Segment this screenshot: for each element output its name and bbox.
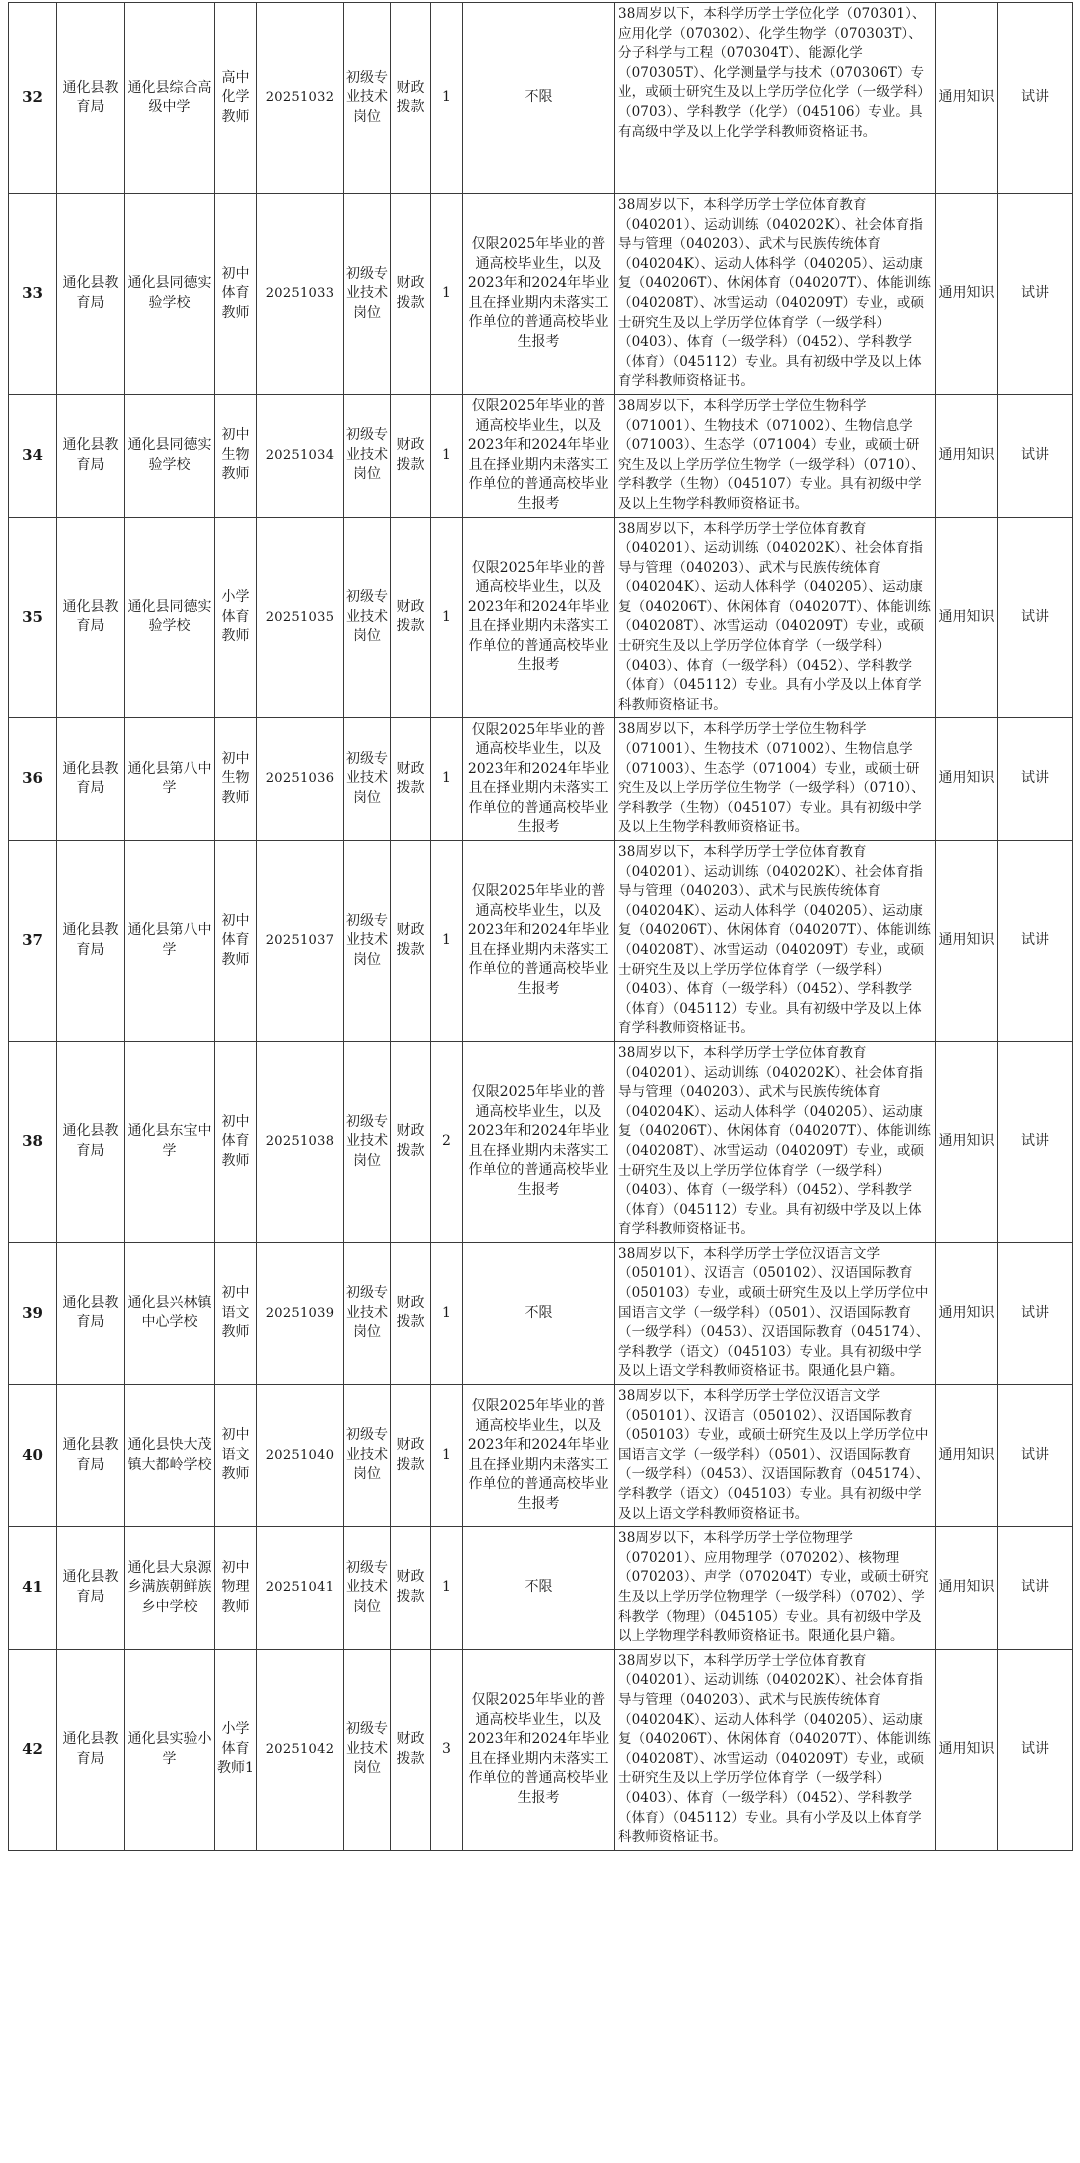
job-number-cell: 41 (9, 1527, 57, 1650)
position-cell: 初中体育教师 (215, 194, 257, 395)
funding-cell: 财政拨款 (391, 194, 431, 395)
position-code-cell: 20251040 (257, 1385, 344, 1527)
interview-cell: 试讲 (998, 1527, 1073, 1650)
written-exam-cell: 通用知识 (936, 394, 998, 517)
post-level-cell: 初级专业技术岗位 (344, 1385, 391, 1527)
department-cell: 通化县教育局 (57, 394, 125, 517)
requirements-cell: 38周岁以下，本科学历学士学位体育教育（040201）、运动训练（040202K）、社会体育指导与管理（040203）、武术与民族传统体育（040204K）、运动人体科学（040205）、运动康复（040206T）、休闲体育（040207T）、体能训练（040208T）、冰雪运动（040209T）专业，或硕士研究生及以上学历学位体育学（一级学科）（0403）、体育（一级学科）（0452）、学科教学（体育）（045112）专业。具有初级中学及以上体育学科教师资格证书。 (615, 841, 936, 1042)
position-code-cell: 20251032 (257, 3, 344, 194)
written-exam-cell: 通用知识 (936, 1385, 998, 1527)
headcount-cell: 3 (431, 1649, 463, 1850)
department-cell: 通化县教育局 (57, 517, 125, 718)
post-level-cell: 初级专业技术岗位 (344, 1242, 391, 1384)
department-cell: 通化县教育局 (57, 1527, 125, 1650)
funding-cell: 财政拨款 (391, 1242, 431, 1384)
table-row (9, 517, 1073, 718)
interview-cell: 试讲 (998, 1041, 1073, 1242)
unit-cell: 通化县同德实验学校 (125, 517, 215, 718)
position-cell: 初中生物教师 (215, 394, 257, 517)
post-level-cell: 初级专业技术岗位 (344, 841, 391, 1042)
funding-cell: 财政拨款 (391, 718, 431, 841)
position-cell: 初中物理教师 (215, 1527, 257, 1650)
interview-cell: 试讲 (998, 394, 1073, 517)
written-exam-cell: 通用知识 (936, 718, 998, 841)
headcount-cell: 1 (431, 841, 463, 1042)
post-level-cell: 初级专业技术岗位 (344, 718, 391, 841)
job-number-cell: 39 (9, 1242, 57, 1384)
headcount-cell: 1 (431, 517, 463, 718)
position-code-cell: 20251042 (257, 1649, 344, 1850)
post-level-cell: 初级专业技术岗位 (344, 394, 391, 517)
position-cell: 小学体育教师 (215, 517, 257, 718)
job-number-cell: 35 (9, 517, 57, 718)
applicant-scope-cell: 仅限2025年毕业的普通高校毕业生，以及2023年和2024年毕业且在择业期内未落实工作单位的普通高校毕业生报考 (463, 1649, 615, 1850)
job-number-cell: 32 (9, 3, 57, 194)
department-cell: 通化县教育局 (57, 841, 125, 1042)
unit-cell: 通化县快大茂镇大都岭学校 (125, 1385, 215, 1527)
requirements-cell: 38周岁以下，本科学历学士学位物理学（070201）、应用物理学（070202）、核物理（070203）、声学（070204T）专业，或硕士研究生及以上学历学位物理学（一级学科）（0702）、学科教学（物理）（045105）专业。具有初级中学及以上学物理学科教师资格证书。限通化县户籍。 (615, 1527, 936, 1650)
position-cell: 初中体育教师 (215, 1041, 257, 1242)
unit-cell: 通化县第八中学 (125, 841, 215, 1042)
applicant-scope-cell: 仅限2025年毕业的普通高校毕业生，以及2023年和2024年毕业且在择业期内未落实工作单位的普通高校毕业生报考 (463, 1385, 615, 1527)
funding-cell: 财政拨款 (391, 517, 431, 718)
written-exam-cell: 通用知识 (936, 1041, 998, 1242)
written-exam-cell: 通用知识 (936, 3, 998, 194)
applicant-scope-cell: 不限 (463, 1527, 615, 1650)
job-number-cell: 38 (9, 1041, 57, 1242)
table-row (9, 841, 1073, 1042)
interview-cell: 试讲 (998, 1242, 1073, 1384)
unit-cell: 通化县第八中学 (125, 718, 215, 841)
post-level-cell: 初级专业技术岗位 (344, 1527, 391, 1650)
position-code-cell: 20251037 (257, 841, 344, 1042)
funding-cell: 财政拨款 (391, 1041, 431, 1242)
written-exam-cell: 通用知识 (936, 841, 998, 1042)
written-exam-cell: 通用知识 (936, 1527, 998, 1650)
position-code-cell: 20251038 (257, 1041, 344, 1242)
applicant-scope-cell: 仅限2025年毕业的普通高校毕业生，以及2023年和2024年毕业且在择业期内未落实工作单位的普通高校毕业生报考 (463, 718, 615, 841)
table-row (9, 1385, 1073, 1527)
department-cell: 通化县教育局 (57, 3, 125, 194)
position-code-cell: 20251041 (257, 1527, 344, 1650)
department-cell: 通化县教育局 (57, 1385, 125, 1527)
department-cell: 通化县教育局 (57, 1041, 125, 1242)
applicant-scope-cell: 仅限2025年毕业的普通高校毕业生，以及2023年和2024年毕业且在择业期内未落实工作单位的普通高校毕业生报考 (463, 394, 615, 517)
headcount-cell: 2 (431, 1041, 463, 1242)
table-row (9, 194, 1073, 395)
unit-cell: 通化县兴林镇中心学校 (125, 1242, 215, 1384)
unit-cell: 通化县同德实验学校 (125, 394, 215, 517)
headcount-cell: 1 (431, 1242, 463, 1384)
interview-cell: 试讲 (998, 194, 1073, 395)
table-row (9, 1527, 1073, 1650)
table-row (9, 718, 1073, 841)
position-code-cell: 20251033 (257, 194, 344, 395)
interview-cell: 试讲 (998, 3, 1073, 194)
post-level-cell: 初级专业技术岗位 (344, 1649, 391, 1850)
interview-cell: 试讲 (998, 718, 1073, 841)
requirements-cell: 38周岁以下，本科学历学士学位生物科学（071001）、生物技术（071002）、生物信息学（071003）、生态学（071004）专业，或硕士研究生及以上学历学位生物学（一级学科）（0710）、学科教学（生物）（045107）专业。具有初级中学及以上生物学科教师资格证书。 (615, 394, 936, 517)
post-level-cell: 初级专业技术岗位 (344, 1041, 391, 1242)
applicant-scope-cell: 不限 (463, 3, 615, 194)
funding-cell: 财政拨款 (391, 394, 431, 517)
written-exam-cell: 通用知识 (936, 1649, 998, 1850)
department-cell: 通化县教育局 (57, 718, 125, 841)
job-number-cell: 34 (9, 394, 57, 517)
job-number-cell: 36 (9, 718, 57, 841)
applicant-scope-cell: 仅限2025年毕业的普通高校毕业生，以及2023年和2024年毕业且在择业期内未落实工作单位的普通高校毕业生报考 (463, 841, 615, 1042)
position-cell: 初中体育教师 (215, 841, 257, 1042)
table-row (9, 1242, 1073, 1384)
post-level-cell: 初级专业技术岗位 (344, 517, 391, 718)
funding-cell: 财政拨款 (391, 841, 431, 1042)
unit-cell: 通化县同德实验学校 (125, 194, 215, 395)
interview-cell: 试讲 (998, 517, 1073, 718)
post-level-cell: 初级专业技术岗位 (344, 194, 391, 395)
interview-cell: 试讲 (998, 1649, 1073, 1850)
position-cell: 小学体育教师1 (215, 1649, 257, 1850)
funding-cell: 财政拨款 (391, 1649, 431, 1850)
unit-cell: 通化县东宝中学 (125, 1041, 215, 1242)
headcount-cell: 1 (431, 3, 463, 194)
requirements-cell: 38周岁以下，本科学历学士学位生物科学（071001）、生物技术（071002）、生物信息学（071003）、生态学（071004）专业，或硕士研究生及以上学历学位生物学（一级学科）（0710）、学科教学（生物）（045107）专业。具有初级中学及以上生物学科教师资格证书。 (615, 718, 936, 841)
interview-cell: 试讲 (998, 1385, 1073, 1527)
applicant-scope-cell: 仅限2025年毕业的普通高校毕业生，以及2023年和2024年毕业且在择业期内未落实工作单位的普通高校毕业生报考 (463, 1041, 615, 1242)
headcount-cell: 1 (431, 1385, 463, 1527)
headcount-cell: 1 (431, 394, 463, 517)
unit-cell: 通化县综合高级中学 (125, 3, 215, 194)
position-cell: 初中生物教师 (215, 718, 257, 841)
headcount-cell: 1 (431, 194, 463, 395)
requirements-cell: 38周岁以下，本科学历学士学位汉语言文学（050101）、汉语言（050102）、汉语国际教育（050103）专业，或硕士研究生及以上学历学位中国语言文学（一级学科）（0501）、汉语国际教育（一级学科）（0453）、汉语国际教育（045174）、学科教学（语文）（045103）专业。具有初级中学及以上语文学科教师资格证书。限通化县户籍。 (615, 1242, 936, 1384)
funding-cell: 财政拨款 (391, 1527, 431, 1650)
requirements-cell: 38周岁以下，本科学历学士学位体育教育（040201）、运动训练（040202K）、社会体育指导与管理（040203）、武术与民族传统体育（040204K）、运动人体科学（040205）、运动康复（040206T）、休闲体育（040207T）、体能训练（040208T）、冰雪运动（040209T）专业，或硕士研究生及以上学历学位体育学（一级学科）（0403）、体育（一级学科）（0452）、学科教学（体育）（045112）专业。具有小学及以上体育学科教师资格证书。 (615, 517, 936, 718)
table-row (9, 3, 1073, 194)
written-exam-cell: 通用知识 (936, 517, 998, 718)
requirements-cell: 38周岁以下，本科学历学士学位体育教育（040201）、运动训练（040202K）、社会体育指导与管理（040203）、武术与民族传统体育（040204K）、运动人体科学（040205）、运动康复（040206T）、休闲体育（040207T）、体能训练（040208T）、冰雪运动（040209T）专业，或硕士研究生及以上学历学位体育学（一级学科）（0403）、体育（一级学科）（0452）、学科教学（体育）（045112）专业。具有初级中学及以上体育学科教师资格证书。 (615, 1041, 936, 1242)
table-row (9, 1041, 1073, 1242)
written-exam-cell: 通用知识 (936, 1242, 998, 1384)
position-code-cell: 20251039 (257, 1242, 344, 1384)
requirements-cell: 38周岁以下，本科学历学士学位体育教育（040201）、运动训练（040202K）、社会体育指导与管理（040203）、武术与民族传统体育（040204K）、运动人体科学（040205）、运动康复（040206T）、休闲体育（040207T）、体能训练（040208T）、冰雪运动（040209T）专业，或硕士研究生及以上学历学位体育学（一级学科）（0403）、体育（一级学科）（0452）、学科教学（体育）（045112）专业。具有小学及以上体育学科教师资格证书。 (615, 1649, 936, 1850)
funding-cell: 财政拨款 (391, 1385, 431, 1527)
requirements-cell: 38周岁以下，本科学历学士学位化学（070301）、应用化学（070302）、化学生物学（070303T）、分子科学与工程（070304T）、能源化学（070305T）、化学测量学与技术（070306T）专业，或硕士研究生及以上学历学位化学（一级学科）（0703）、学科教学（化学）（045106）专业。具有高级中学及以上化学学科教师资格证书。 (615, 3, 936, 194)
position-code-cell: 20251035 (257, 517, 344, 718)
department-cell: 通化县教育局 (57, 194, 125, 395)
requirements-cell: 38周岁以下，本科学历学士学位体育教育（040201）、运动训练（040202K）、社会体育指导与管理（040203）、武术与民族传统体育（040204K）、运动人体科学（040205）、运动康复（040206T）、休闲体育（040207T）、体能训练（040208T）、冰雪运动（040209T）专业，或硕士研究生及以上学历学位体育学（一级学科）（0403）、体育（一级学科）（0452）、学科教学（体育）（045112）专业。具有初级中学及以上体育学科教师资格证书。 (615, 194, 936, 395)
table-body (9, 3, 1073, 1851)
position-cell: 高中化学教师 (215, 3, 257, 194)
post-level-cell: 初级专业技术岗位 (344, 3, 391, 194)
job-number-cell: 33 (9, 194, 57, 395)
job-number-cell: 37 (9, 841, 57, 1042)
job-number-cell: 42 (9, 1649, 57, 1850)
table-row (9, 394, 1073, 517)
department-cell: 通化县教育局 (57, 1649, 125, 1850)
headcount-cell: 1 (431, 718, 463, 841)
position-cell: 初中语文教师 (215, 1385, 257, 1527)
table-row (9, 1649, 1073, 1850)
position-code-cell: 20251036 (257, 718, 344, 841)
headcount-cell: 1 (431, 1527, 463, 1650)
funding-cell: 财政拨款 (391, 3, 431, 194)
requirements-cell: 38周岁以下，本科学历学士学位汉语言文学（050101）、汉语言（050102）、汉语国际教育（050103）专业，或硕士研究生及以上学历学位中国语言文学（一级学科）（0501）、汉语国际教育（一级学科）（0453）、汉语国际教育（045174）、学科教学（语文）（045103）专业。具有初级中学及以上语文学科教师资格证书。 (615, 1385, 936, 1527)
interview-cell: 试讲 (998, 841, 1073, 1042)
position-code-cell: 20251034 (257, 394, 344, 517)
applicant-scope-cell: 仅限2025年毕业的普通高校毕业生，以及2023年和2024年毕业且在择业期内未落实工作单位的普通高校毕业生报考 (463, 194, 615, 395)
unit-cell: 通化县实验小学 (125, 1649, 215, 1850)
written-exam-cell: 通用知识 (936, 194, 998, 395)
unit-cell: 通化县大泉源乡满族朝鲜族乡中学校 (125, 1527, 215, 1650)
department-cell: 通化县教育局 (57, 1242, 125, 1384)
job-number-cell: 40 (9, 1385, 57, 1527)
recruitment-table (8, 2, 1073, 1851)
position-cell: 初中语文教师 (215, 1242, 257, 1384)
applicant-scope-cell: 仅限2025年毕业的普通高校毕业生，以及2023年和2024年毕业且在择业期内未落实工作单位的普通高校毕业生报考 (463, 517, 615, 718)
applicant-scope-cell: 不限 (463, 1242, 615, 1384)
